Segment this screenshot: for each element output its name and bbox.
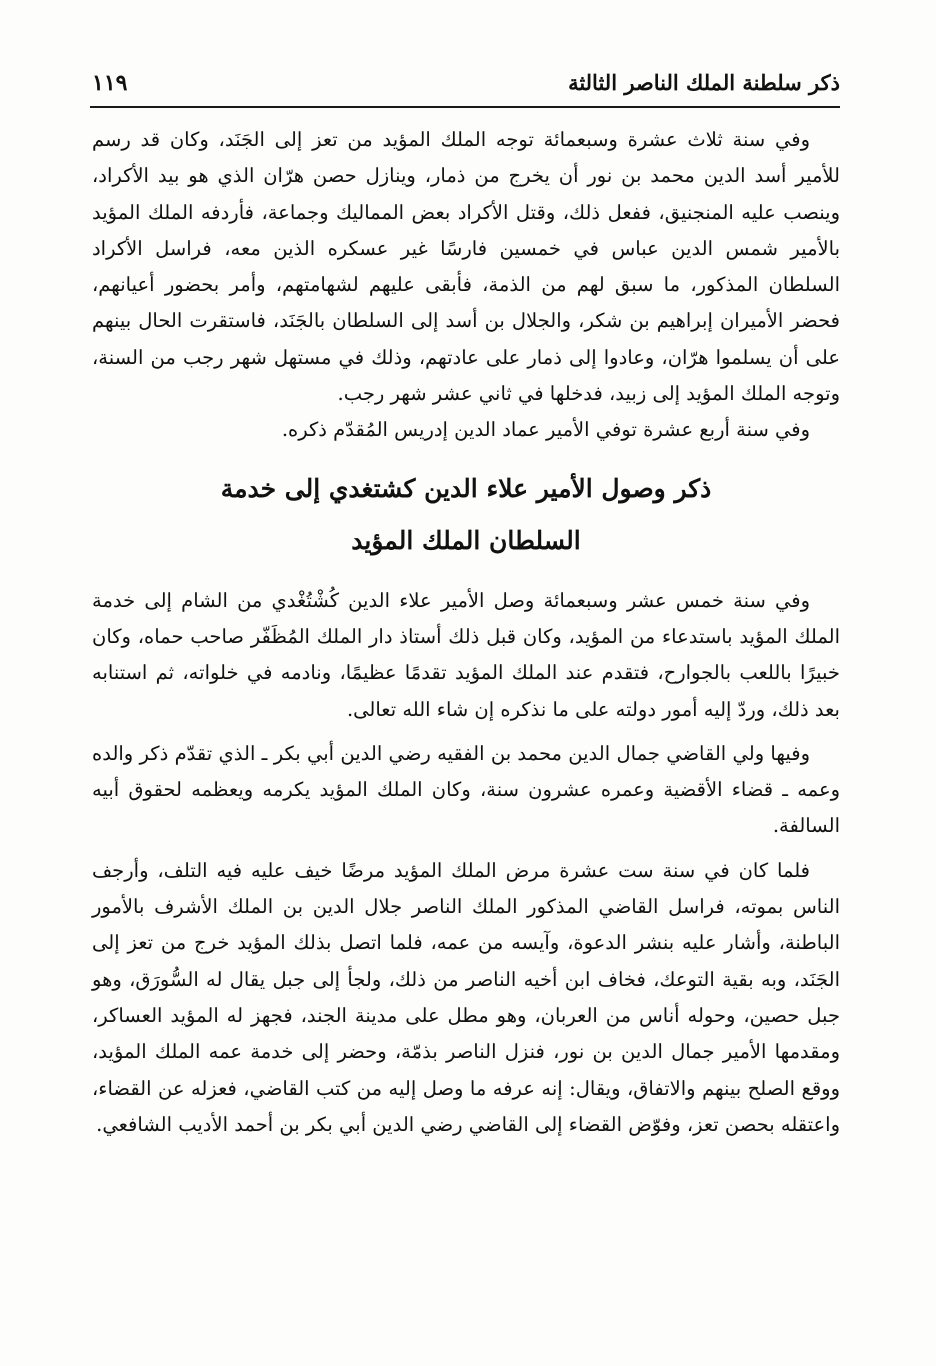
body-text (92, 122, 840, 1143)
section-title (92, 463, 840, 567)
paragraph-qadi-appointment: وفيها ولي القاضي جمال الدين محمد بن الفقيه رضي الدين أبي بكر ـ الذي تقدّم ذكر والده وعمه ـ قضاء الأقضية وعمره عشرون سنة، وكان الملك المؤيد يكرمه ويعظمه لحقوق أبيه السالفة. (92, 741, 840, 838)
page-number: ١١٩ (92, 70, 128, 96)
running-header (90, 68, 840, 108)
paragraph-year-715: وفي سنة خمس عشر وسبعمائة وصل الأمير علاء الدين كُشْتُغْدي من الشام إلى خدمة الملك المؤيد باستدعاء من المؤيد، وكان قبل ذلك أستاذ دار الملك المُظَفّر صاحب حماه، وكان خبيرًا باللعب بالجوارح، فتقدم عند الملك المؤيد تقدمًا عظيمًا، ونادمه في خلواته، ثم استنابه بعد ذلك، وردّ إليه أمور دولته على ما نذكره إن شاء الله تعالى. (92, 588, 840, 721)
paragraph-year-714: وفي سنة أربع عشرة توفي الأمير عماد الدين إدريس المُقدّم ذكره. (281, 418, 810, 442)
header-rule (90, 106, 840, 108)
section-title-line-1: ذكر وصول الأمير علاء الدين كشتغدي إلى خدمة (220, 473, 712, 503)
paragraph-year-716: فلما كان في سنة ست عشرة مرض الملك المؤيد مرضًا خيف عليه فيه التلف، وأرجف الناس بموته، فراسل القاضي المذكور الملك الناصر جلال الدين بن الملك الأشرف بالأمور الباطنة، وأشار عليه بنشر الدعوة، وآيسه من عمه، فلما اتصل بذلك المؤيد خرج من تعز إلى الجَنَد، وبه بقية التوعك، فخاف ابن أخيه الناصر من ذلك، ولجأ إلى جبل يقال له السُّورَق، وهو جبل حصين، وحوله أناس من العربان، وهو مطل على مدينة الجند، فجهز له المؤيد العساكر، ومقدمها الأمير جمال الدين بن نور، فنزل الناصر بذمّة، وحضر إلى خدمة عمه الملك المؤيد، ووقع الصلح بينهم والاتفاق، ويقال: إنه عرفه ما وصل إليه من كتب القاضي، فعزله عن القضاء، واعتقله بحصن تعز، وفوّض القضاء إلى القاضي رضي الدين أبي بكر بن أحمد الأديب الشافعي. (92, 858, 840, 1136)
paragraph-year-713: وفي سنة ثلاث عشرة وسبعمائة توجه الملك المؤيد من تعز إلى الجَنَد، وكان قد رسم للأمير أسد الدين محمد بن نور أن يخرج من ذمار، وينازل حصن هرّان الذي هو بيد الأكراد، وينصب عليه المنجنيق، ففعل ذلك، وقتل الأكراد بعض المماليك وجماعة، فأردفه الملك المؤيد بالأمير شمس الدين عباس في خمسين فارسًا غير عسكره الذين معه، فراسل الأكراد السلطان المذكور، ما سبق لهم من الذمة، فأبقى عليهم لشهامتهم، وأمر بحضور أعيانهم، فحضر الأميران إبراهيم بن شكر، والجلال بن أسد إلى السلطان بالجَنَد، فاستقرت الحال بينهم على أن يسلموا هرّان، وعادوا إلى ذمار على عادتهم، وذلك في مستهل شهر رجب من السنة، وتوجه الملك المؤيد إلى زبيد، فدخلها في ثاني عشر شهر رجب. (92, 128, 840, 406)
running-title: ذكر سلطنة الملك الناصر الثالثة (568, 70, 840, 95)
section-title-line-2: السلطان الملك المؤيد (351, 525, 581, 555)
